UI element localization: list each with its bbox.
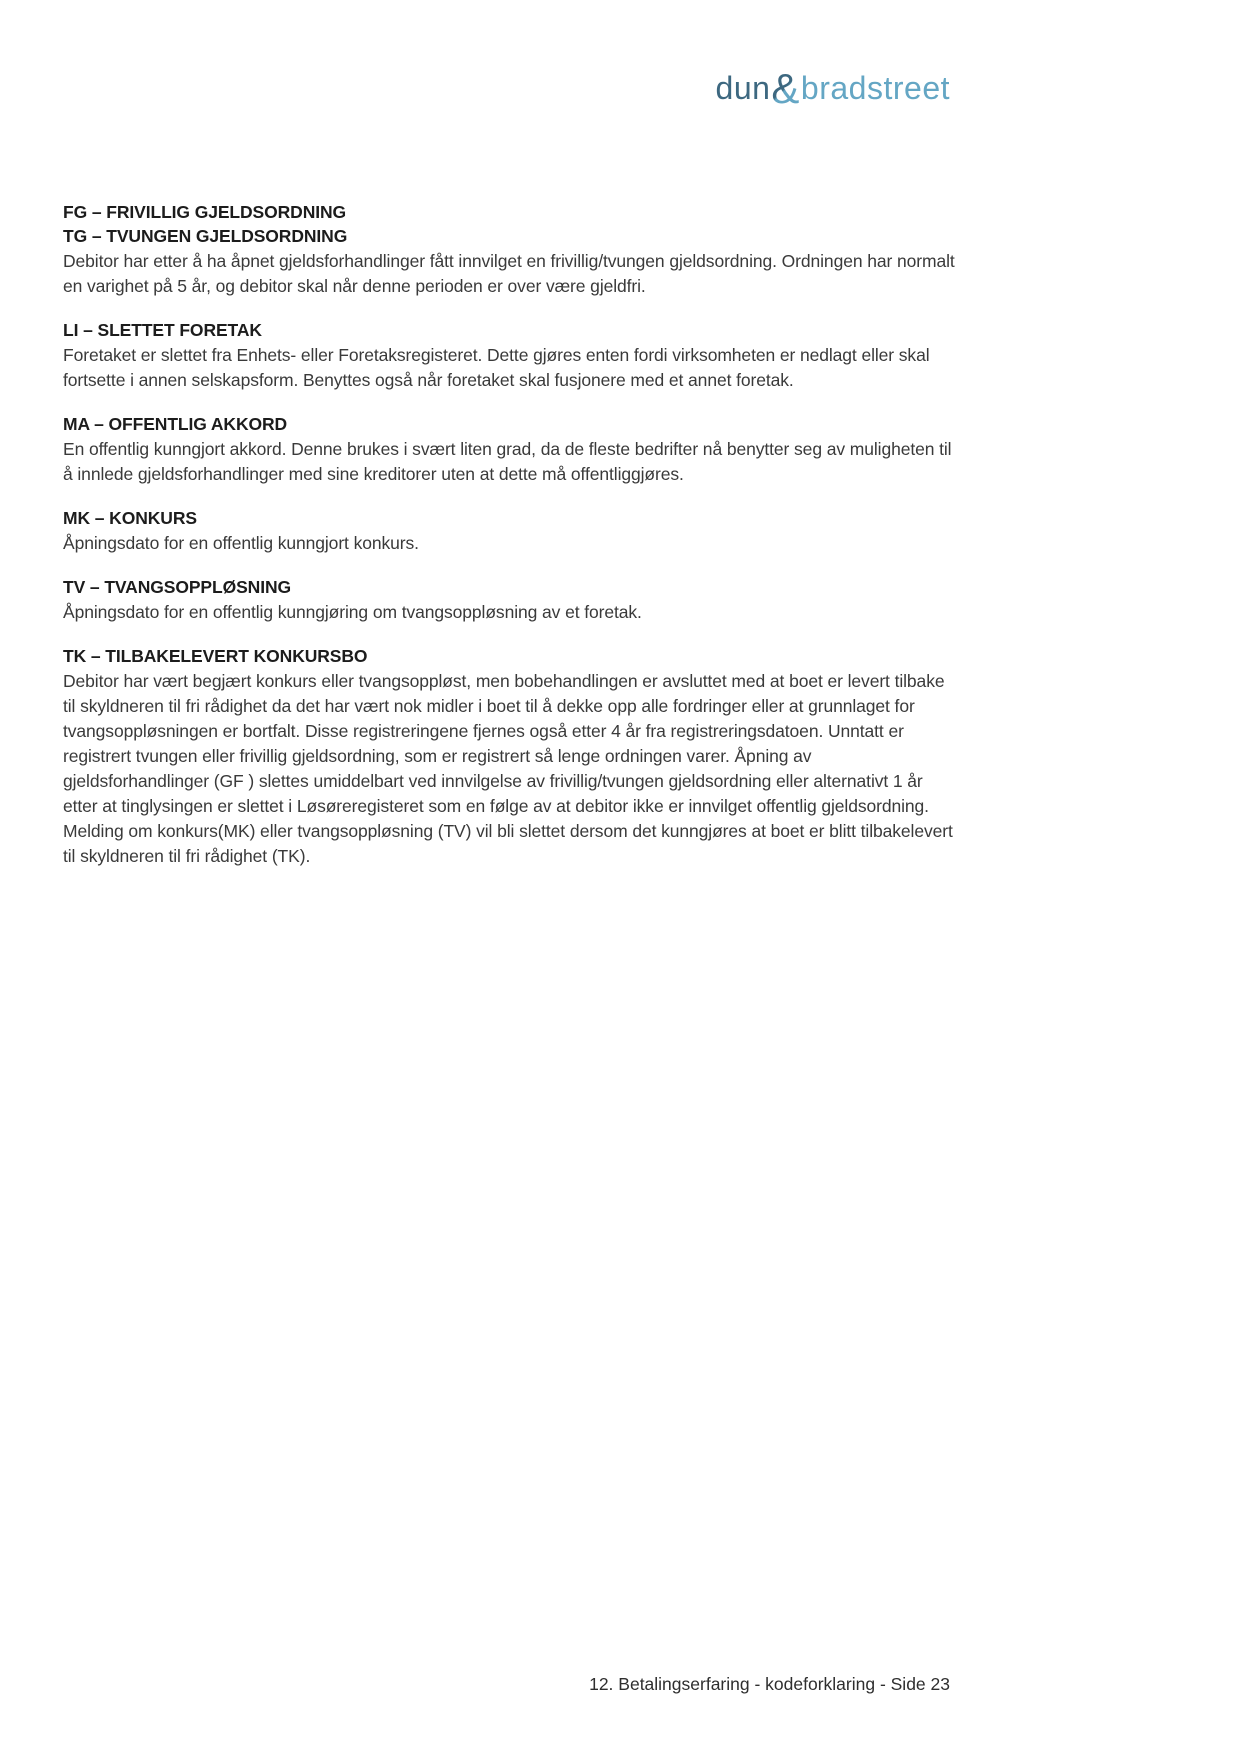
section-heading: MA – OFFENTLIG AKKORD — [63, 414, 288, 434]
page-footer: 12. Betalingserfaring - kodeforklaring - Side 23 — [589, 1674, 950, 1694]
section-heading: TG – TVUNGEN GJELDSORDNING — [63, 226, 348, 246]
code-section — [63, 412, 958, 487]
code-section — [63, 200, 958, 299]
logo-ampersand-icon: & — [771, 65, 800, 112]
code-section — [63, 644, 958, 869]
logo-dun-text: dun — [715, 70, 771, 106]
code-section — [63, 506, 958, 556]
section-heading: MK – KONKURS — [63, 508, 197, 528]
section-body: Åpningsdato for en offentlig kunngjort konkurs. — [63, 533, 419, 553]
section-heading: TK – TILBAKELEVERT KONKURSBO — [63, 646, 368, 666]
section-body: Åpningsdato for en offentlig kunngjøring om tvangsoppløsning av et foretak. — [63, 602, 642, 622]
section-body: Debitor har etter å ha åpnet gjeldsforhandlinger fått innvilget en frivillig/tvungen gjeldsordning. Ordningen har normalt en varighet på 5 år, og debitor skal når denne perioden er over være gjeldfri. — [63, 251, 955, 296]
section-heading: TV – TVANGSOPPLØSNING — [63, 577, 292, 597]
section-heading: FG – FRIVILLIG GJELDSORDNING — [63, 202, 347, 222]
section-body: Debitor har vært begjært konkurs eller tvangsoppløst, men bobehandlingen er avsluttet med at boet er levert tilbake til skyldneren til fri rådighet da det har vært nok midler i boet til å dekke opp alle fordringer eller at grunnlaget for tvangsoppløsningen er bortfalt. Disse registreringene fjernes også etter 4 år fra registreringsdatoen. Unntatt er registrert tvungen eller frivillig gjeldsordning, som er registrert så lenge ordningen varer. Åpning av gjeldsforhandlinger (GF ) slettes umiddelbart ved innvilgelse av frivillig/tvungen gjeldsordning eller alternativt 1 år etter at tinglysingen er slettet i Løsøreregisteret som en følge av at debitor ikke er innvilget offentlig gjeldsordning. Melding om konkurs(MK) eller tvangsoppløsning (TV) vil bli slettet dersom det kunngjøres at boet er blitt tilbakelevert til skyldneren til fri rådighet (TK). — [63, 671, 953, 866]
code-explanation-content — [63, 200, 958, 888]
code-section — [63, 318, 958, 393]
section-body: Foretaket er slettet fra Enhets- eller Foretaksregisteret. Dette gjøres enten fordi virksomheten er nedlagt eller skal fortsette i annen selskapsform. Benyttes også når foretaket skal fusjonere med et annet foretak. — [63, 345, 930, 390]
section-heading: LI – SLETTET FORETAK — [63, 320, 262, 340]
section-body: En offentlig kunngjort akkord. Denne brukes i svært liten grad, da de fleste bedrifter nå benytter seg av muligheten til å innlede gjeldsforhandlinger med sine kreditorer uten at dette må offentliggjøres. — [63, 439, 952, 484]
dun-bradstreet-logo — [715, 65, 950, 112]
logo-bradstreet-text: bradstreet — [800, 70, 950, 106]
code-section — [63, 575, 958, 625]
